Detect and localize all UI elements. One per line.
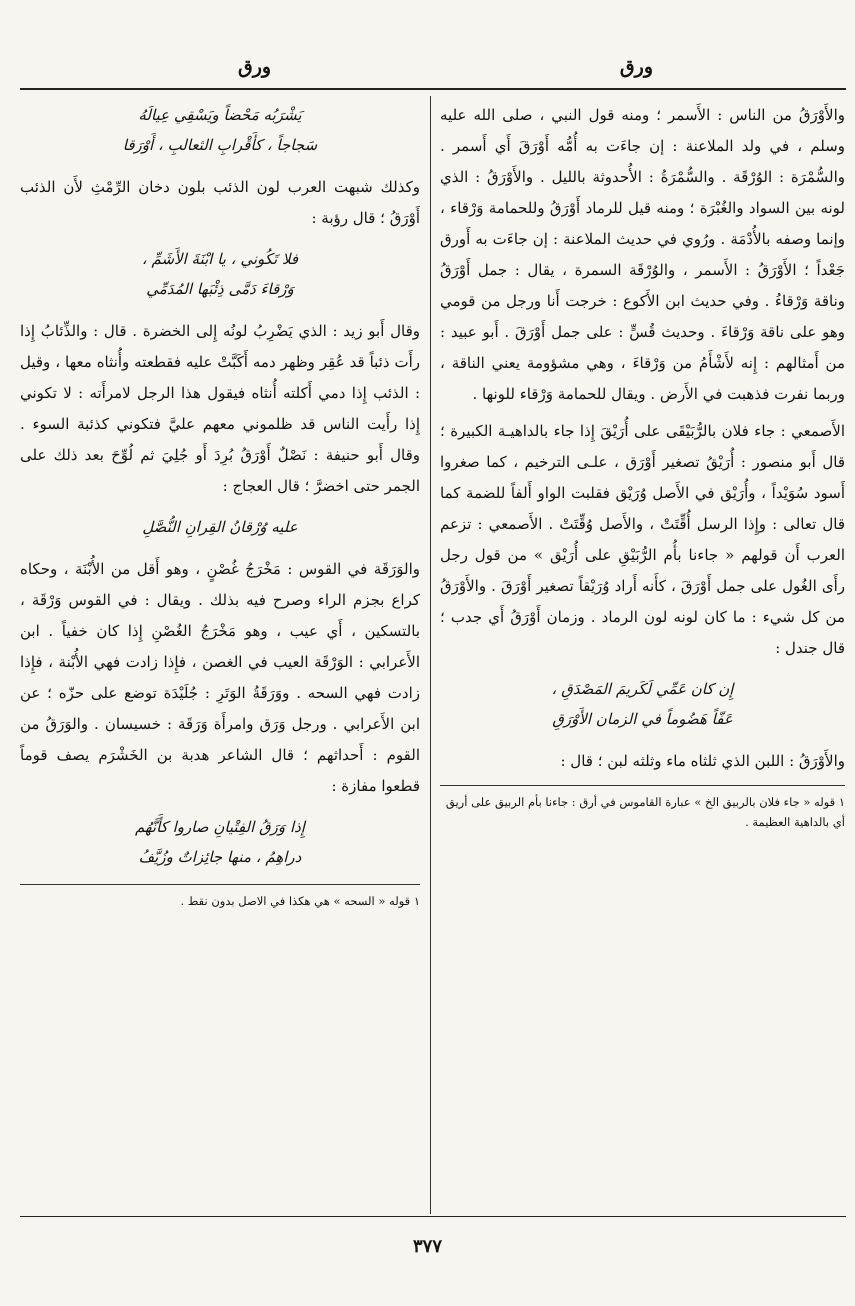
entry-paragraph: والأَوْرَقُ من الناس : الأَسمر ؛ ومنه قول النبي ، صلى الله عليه وسلم ، في ولد الملاعنة : إن جاءَت به أُمُّه أَوْرَقَ أَي أَسمر . والسُّمْرَة : الوُرْقَة . والسُّمْرَةُ : الأُحدوثة بالليل . والأَوْرَقُ : الذي لونه بين السواد والغُبْرَة ؛ ومنه قيل للرماد أَوْرَقُ وللحمامة وَرْقاء ، وإنما وصفه بالأُدْمَة . ورُوي في حديث الملاعنة : إن جاءَت به أَورق جَعْداً ؛ الأَوْرَقُ : الأَسمر ، والوُرْقَة السمرة ، يقال : جمل أَوْرَقُ وناقة وَرْقاءُ . وفي حديث ابن الأَكوع : خرجت أَنا ورجل من قومي وهو على ناقة وَرْقاءَ . وحديث قُسٍّ : على جمل أَوْرَقَ . أَبو عبيد : من أَمثالهم : إِنه لأَشْأَمُ من وَرْقاءَ ، وهي مشؤومة يعني الناقة ، وربما نفرت فذهبت في الأَرض . ويقال للحمامة وَرْقاء للونها . (440, 106, 845, 403)
footnote: ١ قوله « السحه » هي هكذا في الاصل بدون نقط . (180, 894, 420, 908)
entry-paragraph: وكذلك شبهت العرب لون الذئب بلون دخان الرِّمْثِ لأَن الذئب أَوْرَقُ ؛ قال رؤبة : (20, 178, 420, 227)
entry-paragraph: والوَرَقَة في القوس : مَخْرَجُ غُصْنٍ ، وهو أَقل من الأُبْنَة ، وحكاه كراع بجزم الراء وصرح فيه بذلك . ويقال : في القوس وَرْقَة ، بالتسكين ، أَي عيب ، وهو مَخْرَجُ الغُصْنِ إِذا كان خفياً . ابن الأَعرابي : الوَرْقَة العيب في الغصن ، فإِذا زادت فهي الأُبْنة ، فإِذا زادت فهي السحه . ووَرَقَةُ الوَتَرِ : جُلَيْدَة توضع على حزّه ؛ عن ابن الأَعرابي . ورجل وَرَق وامرأَة وَرَقَة : خسيسان . والوَرَقُ من القوم : أَحداثهم ؛ قال الشاعر هدبة بن الخَشْرَم يصف قوماً قطعوا مفازة : (20, 560, 420, 795)
running-head-left: ورق (238, 56, 272, 78)
entry-paragraph: والأَوْرَقُ : اللبن الذي ثلثاه ماء وثلثه لبن ؛ قال : (560, 752, 845, 770)
right-column (440, 100, 845, 832)
footnote: ١ قوله « جاء فلان بالربيق الخ » عبارة القاموس في أرق : جاءنا بأم الربيق على أريق أي بالداهية العظيمة . (445, 795, 845, 829)
column-divider (430, 96, 431, 1214)
footnote-rule (440, 785, 845, 786)
verse-quote: إِذا وَرَقُ الفِتْيانِ صاروا كأَنَّهُم دراهِمُ ، منها جائِزاتٌ وزُيَّفُ (135, 818, 305, 866)
header-rule (20, 88, 846, 90)
verse-quote: يَشْرَبُه مَحْضاً ويَسْقِي عِيالَهُ سَجاجاً ، كأَقْرابِ الثعالبِ ، أَوْرَقا (122, 106, 318, 154)
verse-quote: فلا تَكُوني ، يا ابْنَةَ الأَشَمِّ ، وَرْقاءَ دَمَّى ذِئْبَها المُدَمِّي (141, 250, 299, 298)
entry-paragraph: وقال أَبو زيد : الذي يَضْرِبُ لونُه إِلى الخضرة . قال : والذِّئابُ إِذا رأَت ذئباً قد عُقِر وظهر دمه أَكَبَّتْ عليه فقطعته وأُنثاه معها ، وقيل : الذئب إِذا دمي أَكلته أُنثاه فيقول هذا الرجل لامرأَته : لا تكوني إِذا رأَيت الناس قد ظلموني معهم عليَّ فتكوني كذئبة السوء . وقال أَبو حنيفة : نَصْلٌ أَوْرَقُ بُرِدَ أَو جُلِيَ ثم لُوِّحَ بعد ذلك على الجمر حتى اخضرَّ ؛ قال العجاج : (20, 322, 420, 495)
page-header (0, 46, 855, 86)
verse-quote: عليه وُرْقانُ القِرانِ النُّصَّلِ (142, 518, 298, 536)
left-column (20, 100, 420, 911)
running-head-right: ورق (619, 56, 653, 78)
page-number: ٣٧٧ (412, 1236, 442, 1257)
entry-paragraph: الأَصمعي : جاء فلان بالرُّبَيْقَى على أُرَيْقَ إِذا جاء بالداهيـة الكبيرة ؛ قال أَبو منصور : أُرَيْقُ تصغير أَوْرَق ، علـى الترخيم ، كما صغروا أَسود سُوَيْداً ، وأُرَيْق في الأَصل وُرَيْق فقلبت الواو أَلفاً للضمة كما قال تعالى : وإِذا الرسل أُقِّتَتْ ، والأَصل وُقِّتَتْ . الأَصمعي : تزعم العرب أَن قولهم « جاءنا بأُم الرُّبَيْقِ على أُرَيْق » من قول رجل رأَى الغُول على جمل أَوْرَقَ ، كأَنه أَراد وُرَيْقاً تصغير أَوْرَقَ . والأَوْرَقُ من كل شيء : ما كان لونه لون الرماد . وزمان أَوْرَقُ أَي جدب ؛ قال جندل : (440, 422, 845, 657)
footnote-rule (20, 884, 420, 885)
verse-quote: إِن كان عَمِّي لَكَريمَ المَصْدَقِ ، عَفّاً هَضُوماً في الزمان الأَوْرَقِ (551, 680, 734, 728)
footer-rule (20, 1216, 846, 1217)
